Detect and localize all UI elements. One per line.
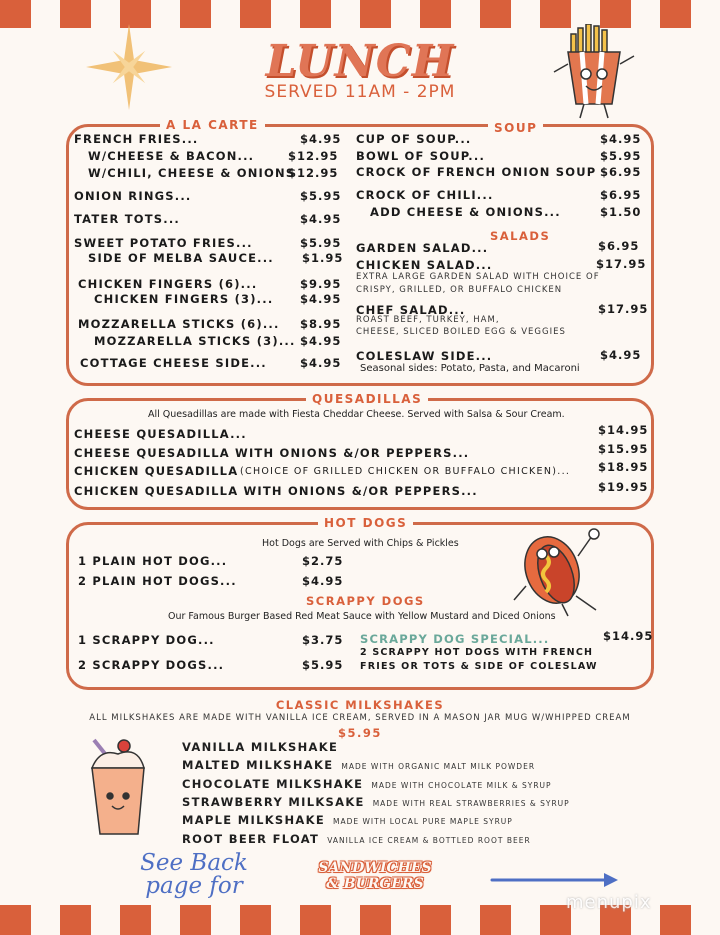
a-la-carte-item-price: $9.95 <box>300 277 342 291</box>
served-hours: SERVED 11AM - 2PM <box>264 82 456 102</box>
a-la-carte-item-price: $5.95 <box>300 236 342 250</box>
milkshakes-note: ALL MILKSHAKES ARE MADE WITH VANILLA ICE CREAM, SERVED IN A MASON JAR MUG W/WHIPPED CREAM <box>89 713 631 723</box>
milkshake-item <box>182 832 531 846</box>
quesadilla-item-name: CHICKEN QUESADILLA WITH ONIONS &/OR PEPPERS... <box>74 484 478 498</box>
hot-dog-item-price: $2.75 <box>302 554 344 568</box>
a-la-carte-item-price: $5.95 <box>300 189 342 203</box>
milkshake-mascot-icon <box>80 734 156 838</box>
chicken-salad-price: $17.95 <box>596 257 647 271</box>
quesadilla-item-price: $19.95 <box>598 480 649 494</box>
scrappy-dog-item-price: $3.75 <box>302 633 344 647</box>
chicken-salad-name: CHICKEN SALAD... <box>356 258 493 272</box>
scrappy-dog-item-price: $5.95 <box>302 658 344 672</box>
soup-item-name: BOWL OF SOUP... <box>356 149 486 163</box>
menupix-watermark: menupix <box>566 892 652 913</box>
milkshake-item-name: MALTED MILKSHAKE <box>182 758 334 773</box>
soup-item-price: $6.95 <box>600 165 642 179</box>
milkshake-item-desc: MADE WITH LOCAL PURE MAPLE SYRUP <box>333 817 513 827</box>
a-la-carte-item-price: $4.95 <box>300 334 342 348</box>
a-la-carte-item-price: $8.95 <box>300 317 342 331</box>
fries-mascot-icon <box>546 24 642 122</box>
quesadilla-item-price: $14.95 <box>598 423 649 437</box>
milkshake-item <box>182 758 535 772</box>
quesadilla-item-price: $18.95 <box>598 460 649 474</box>
scrappy-special-desc-2: FRIES OR TOTS & SIDE OF COLESLAW <box>360 661 598 672</box>
a-la-carte-item-name: ONION RINGS... <box>74 189 192 203</box>
quesadilla-item-name: CHEESE QUESADILLA... <box>74 427 247 441</box>
a-la-carte-item-name: TATER TOTS... <box>74 212 180 226</box>
soup-item-price: $6.95 <box>600 188 642 202</box>
scrappy-dog-item-name: 2 SCRAPPY DOGS... <box>78 658 225 672</box>
quesadillas-note: All Quesadillas are made with Fiesta Cheddar Cheese. Served with Salsa & Sour Cream. <box>148 409 565 420</box>
chef-salad-price: $17.95 <box>598 302 649 316</box>
milkshake-item-name: STRAWBERRY MILKSAKE <box>182 794 365 809</box>
soup-item-price: $5.95 <box>600 149 642 163</box>
a-la-carte-item-price: $12.95 <box>288 166 339 180</box>
quesadilla-item-name: CHICKEN QUESADILLA <box>74 464 239 478</box>
a-la-carte-title: A LA CARTE <box>160 118 265 132</box>
seasonal-sides-note: Seasonal sides: Potato, Pasta, and Macaroni <box>360 363 580 374</box>
a-la-carte-item-name: CHICKEN FINGERS (6)... <box>78 277 258 291</box>
hot-dog-mascot-icon <box>506 526 610 618</box>
quesadilla-item-price: $15.95 <box>598 442 649 456</box>
a-la-carte-item-name: SWEET POTATO FRIES... <box>74 236 253 250</box>
quesadillas-title: QUESADILLAS <box>306 392 428 406</box>
chef-salad-name: CHEF SALAD... <box>356 303 466 317</box>
soup-item-name: CUP OF SOUP... <box>356 132 472 146</box>
milkshake-item-desc: MADE WITH ORGANIC MALT MILK POWDER <box>341 762 536 772</box>
scrappy-dogs-note: Our Famous Burger Based Red Meat Sauce with Yellow Mustard and Diced Onions <box>168 611 556 622</box>
chef-salad-desc-1: ROAST BEEF, TURKEY, HAM, <box>356 315 500 325</box>
milkshake-item-name: CHOCOLATE MILKSHAKE <box>182 776 364 791</box>
milkshake-item <box>182 795 570 809</box>
soup-title: SOUP <box>488 121 543 135</box>
milkshakes-price: $5.95 <box>338 726 382 740</box>
sandwiches-line-2: & BURGERS <box>326 876 424 892</box>
scrappy-special-price: $14.95 <box>603 629 654 643</box>
soup-item-name: ADD CHEESE & ONIONS... <box>370 205 561 219</box>
a-la-carte-item-name: COTTAGE CHEESE SIDE... <box>80 356 267 370</box>
hot-dogs-title: HOT DOGS <box>318 516 413 530</box>
arrow-right-icon <box>490 870 620 890</box>
page-title: LUNCH <box>265 36 455 87</box>
a-la-carte-item-name: CHICKEN FINGERS (3)... <box>94 292 274 306</box>
a-la-carte-item-price: $4.95 <box>300 356 342 370</box>
soup-item-name: CROCK OF FRENCH ONION SOUP <box>356 165 597 179</box>
hot-dog-item-name: 1 PLAIN HOT DOG... <box>78 554 228 568</box>
milkshake-item-desc: MADE WITH CHOCOLATE MILK & SYRUP <box>371 780 552 790</box>
coleslaw-price: $4.95 <box>600 348 642 362</box>
a-la-carte-item-price: $4.95 <box>300 132 342 146</box>
coleslaw-name: COLESLAW SIDE... <box>356 349 493 363</box>
milkshake-item <box>182 777 552 791</box>
a-la-carte-item-name: FRENCH FRIES... <box>74 132 199 146</box>
milkshake-item-name: MAPLE MILKSHAKE <box>182 813 325 828</box>
garden-salad-price: $6.95 <box>598 239 640 253</box>
a-la-carte-item-price: $4.95 <box>300 292 342 306</box>
a-la-carte-item-name: MOZZARELLA STICKS (6)... <box>78 317 280 331</box>
a-la-carte-item-name: SIDE OF MELBA SAUCE... <box>88 251 274 265</box>
scrappy-dog-item-name: 1 SCRAPPY DOG... <box>78 633 215 647</box>
a-la-carte-item-price: $12.95 <box>288 149 339 163</box>
see-back-line-2: page for <box>145 873 243 899</box>
chicken-salad-desc-2: CRISPY, GRILLED, OR BUFFALO CHICKEN <box>356 285 563 295</box>
chicken-salad-desc-1: EXTRA LARGE GARDEN SALAD WITH CHOICE OF <box>356 272 600 282</box>
a-la-carte-item-name: W/CHEESE & BACON... <box>88 149 255 163</box>
hot-dogs-note: Hot Dogs are Served with Chips & Pickles <box>262 538 459 549</box>
milkshake-item-desc: VANILLA ICE CREAM & BOTTLED ROOT BEER <box>327 835 531 845</box>
sandwiches-burgers-link[interactable] <box>280 860 470 892</box>
chef-salad-desc-2: CHEESE, SLICED BOILED EGG & VEGGIES <box>356 327 566 337</box>
soup-item-price: $4.95 <box>600 132 642 146</box>
soup-item-price: $1.50 <box>600 205 642 219</box>
sandwiches-line-1: SANDWICHES <box>318 860 432 876</box>
scrappy-special-name: SCRAPPY DOG SPECIAL... <box>360 632 550 646</box>
quesadilla-item-name: CHEESE QUESADILLA WITH ONIONS &/OR PEPPERS... <box>74 446 470 460</box>
milkshake-item <box>182 740 338 754</box>
soup-item-name: CROCK OF CHILI... <box>356 188 494 202</box>
milkshake-item-name: VANILLA MILKSHAKE <box>182 740 339 754</box>
scrappy-dogs-title: SCRAPPY DOGS <box>306 594 425 608</box>
see-back-line-1: See Back <box>140 850 248 876</box>
quesadilla-item-extra: (CHOICE OF GRILLED CHICKEN OR BUFFALO CHICKEN)... <box>240 466 571 477</box>
salads-title: SALADS <box>490 229 551 243</box>
milkshakes-title: CLASSIC MILKSHAKES <box>275 698 445 712</box>
garden-salad-name: GARDEN SALAD... <box>356 241 489 255</box>
a-la-carte-item-name: W/CHILI, CHEESE & ONIONS <box>88 166 296 180</box>
a-la-carte-item-name: MOZZARELLA STICKS (3)... <box>94 334 296 348</box>
hot-dog-item-name: 2 PLAIN HOT DOGS... <box>78 574 237 588</box>
see-back-note <box>128 852 260 898</box>
scrappy-special-desc-1: 2 SCRAPPY HOT DOGS WITH FRENCH <box>360 647 594 658</box>
milkshake-item-desc: MADE WITH REAL STRAWBERRIES & SYRUP <box>372 798 570 808</box>
a-la-carte-item-price: $1.95 <box>302 251 344 265</box>
a-la-carte-item-price: $4.95 <box>300 212 342 226</box>
hot-dog-item-price: $4.95 <box>302 574 344 588</box>
milkshake-item-name: ROOT BEER FLOAT <box>182 831 320 846</box>
milkshake-item <box>182 813 513 827</box>
